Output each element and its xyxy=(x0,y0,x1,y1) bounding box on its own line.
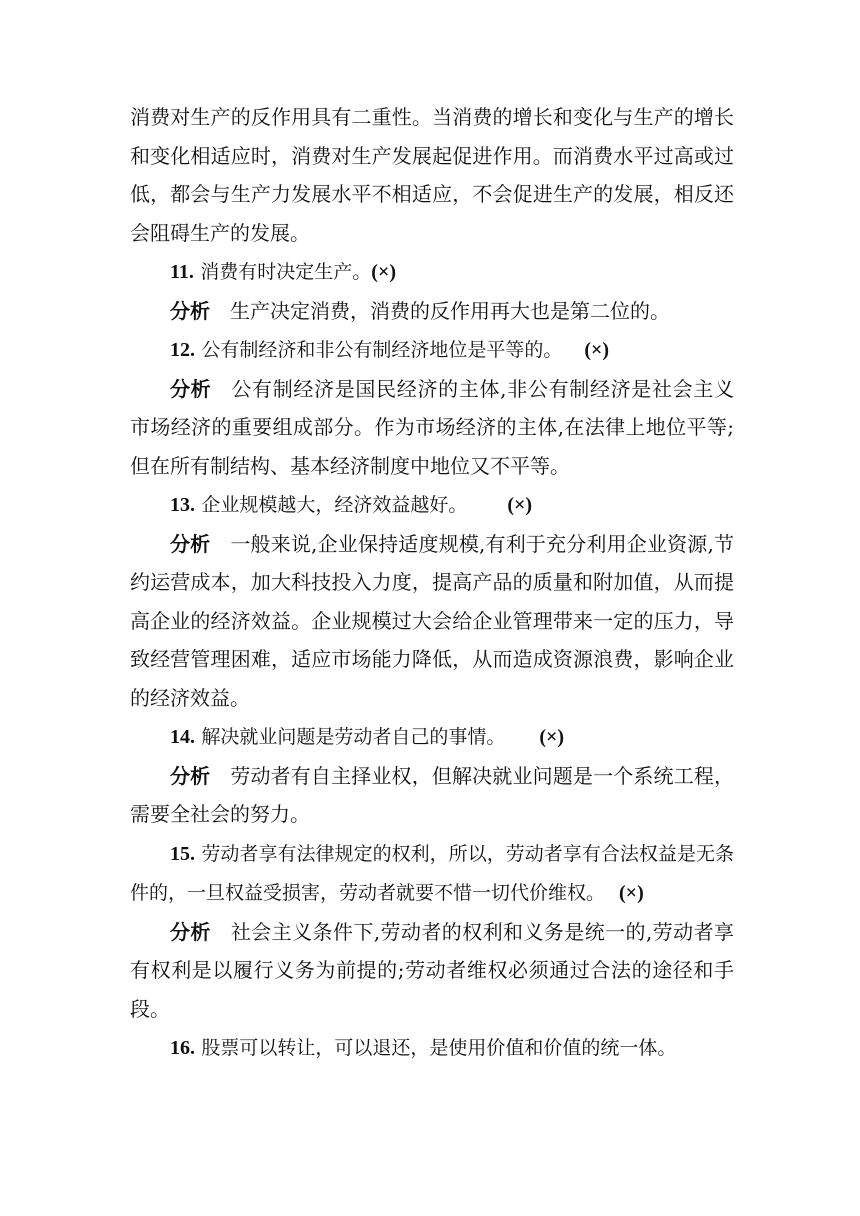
analysis-label: 分析 xyxy=(170,763,211,788)
analysis-12 xyxy=(130,370,734,486)
question-text: 公有制经济和非公有制经济地位是平等的。 xyxy=(201,339,563,361)
analysis-text: 公有制经济是国民经济的主体,非公有制经济是社会主义市场经济的重要组成部分。作为市场经济的主体,在法律上地位平等;但在所有制结构、基本经济制度中地位又不平等。 xyxy=(130,376,735,478)
analysis-15 xyxy=(130,913,734,1029)
question-text: 劳动者享有法律规定的权利，所以，劳动者享有合法权益是无条件的，一旦权益受损害，劳动者就要不惜一切代价维权。 xyxy=(130,842,734,904)
analysis-label: 分析 xyxy=(170,376,212,401)
question-text: 消费有时决定生产。 xyxy=(200,261,372,283)
analysis-text: 劳动者有自主择业权，但解决就业问题是一个系统工程，需要全社会的努力。 xyxy=(130,763,735,826)
verdict-mark: (×) xyxy=(507,494,533,516)
question-16 xyxy=(130,1028,734,1068)
analysis-label: 分析 xyxy=(170,298,210,323)
verdict-mark: (×) xyxy=(619,882,644,904)
analysis-text: 社会主义条件下,劳动者的权利和义务是统一的,劳动者享有权利是以履行义务为前提的;劳动者维权必须通过合法的途径和手段。 xyxy=(130,919,735,1021)
question-number: 15. xyxy=(170,842,195,865)
analysis-11 xyxy=(130,292,734,331)
question-text: 股票可以转让，可以退还，是使用价值和价值的统一体。 xyxy=(201,1037,677,1059)
verdict-mark: (×) xyxy=(371,261,396,283)
question-number: 14. xyxy=(170,726,195,748)
analysis-label: 分析 xyxy=(170,919,211,944)
question-number: 13. xyxy=(170,494,195,516)
analysis-14 xyxy=(130,757,734,834)
question-number: 12. xyxy=(170,339,195,361)
question-text: 企业规模越大，经济效益越好。 xyxy=(201,494,468,516)
verdict-mark: (×) xyxy=(584,339,610,361)
question-15 xyxy=(130,834,734,913)
question-text: 解决就业问题是劳动者自己的事情。 xyxy=(201,726,506,748)
analysis-text: 一般来说,企业保持适度规模,有利于充分利用企业资源,节约运营成本，加大科技投入力度，提高产品的质量和附加值，从而提高企业的经济效益。企业规模过大会给企业管理带来一定的压力，导致经营管理困难，适应市场能力降低，从而造成资源浪费，影响企业的经济效益。 xyxy=(130,531,735,710)
analysis-13 xyxy=(130,525,734,718)
question-12 xyxy=(130,330,734,370)
analysis-label: 分析 xyxy=(170,531,211,556)
question-number: 16. xyxy=(170,1037,195,1059)
verdict-mark: (×) xyxy=(539,726,565,748)
question-13 xyxy=(130,485,734,525)
analysis-text: 生产决定消费，消费的反作用再大也是第二位的。 xyxy=(230,298,670,323)
question-14 xyxy=(130,717,734,757)
intro-paragraph: 消费对生产的反作用具有二重性。当消费的增长和变化与生产的增长和变化相适应时，消费对生产发展起促进作用。而消费水平过高或过低，都会与生产力发展水平不相适应，不会促进生产的发展，相反还会阻碍生产的发展。 xyxy=(130,105,734,245)
question-11 xyxy=(130,252,734,292)
document-page xyxy=(130,98,734,1068)
question-number: 11. xyxy=(170,261,194,283)
